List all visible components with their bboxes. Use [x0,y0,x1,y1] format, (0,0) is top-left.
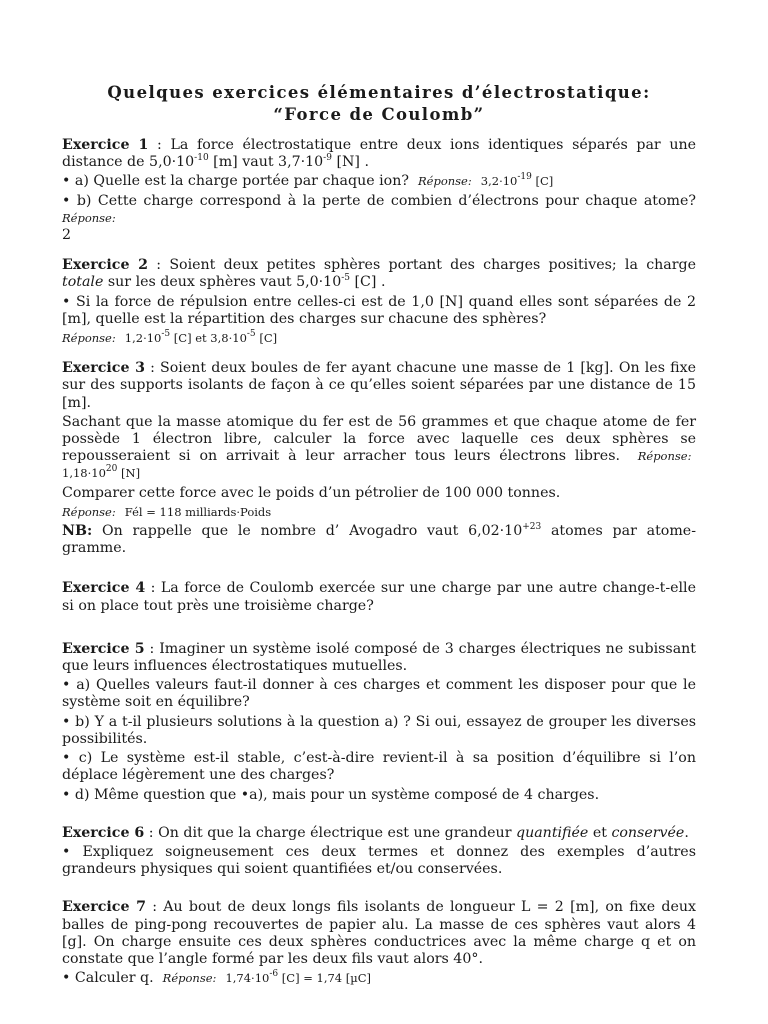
question-text: • a) Quelle est la charge portée par chaque ion? [62,173,409,190]
exercise-3-question [62,414,696,483]
exercise-1-question-b [62,193,696,245]
exercise-2-text: : Soient deux petites sphères portant des charges positives; la charge [148,257,696,274]
exercise-3-intro [62,360,696,412]
title-line-2: “Force de Coulomb” [273,105,485,124]
answer-unit: [N] [117,466,141,481]
note-text: atomes par atome-gramme. [62,523,696,557]
answer-unit: [C] = 1,74 [µC] [278,971,372,986]
exercise-4-body: : La force de Coulomb exercée sur une charge par une autre change-t-elle si on place tout près une troisième charge? [62,580,696,614]
exercise-1-intro [62,137,696,171]
exercise-2-intro [62,257,696,291]
answer-label: Réponse: [162,971,217,986]
answer-label: Réponse: [62,210,116,225]
question-text: • Calculer q. [62,970,154,987]
exercise-6-text: : On dit que la charge électrique est une grandeur [144,824,516,841]
answer-value: Fél = 118 milliards·Poids [124,504,272,519]
exercise-5 [62,641,696,804]
exercise-3-compare-answer [62,504,696,521]
exercise-1-text: : La force électrostatique entre deux ions identiques séparés par une distance de 5,0·10 [62,137,697,171]
exponent: 20 [105,464,118,475]
exercise-1 [62,137,696,244]
exercise-6-label: Exercice 6 [62,824,145,841]
exercise-7-intro [62,899,696,968]
exponent: -19 [517,172,532,183]
exercise-2-label: Exercice 2 [62,257,149,274]
exercise-3 [62,360,696,557]
answer-label: Réponse: [62,504,116,519]
exercise-5-question-a: • a) Quelles valeurs faut-il donner à ces charges et comment les disposer pour que le système soit en équilibre? [62,677,696,711]
spacer [62,628,696,641]
title-line-1: Quelques exercices élémentaires d’électrostatique: [107,83,651,102]
exercise-5-label: Exercice 5 [62,640,145,657]
exercise-6-text: . [684,824,689,841]
answer-value: 2 [62,227,72,244]
exponent: -5 [341,273,351,284]
emphasis-text: quantifiée [516,824,589,841]
emphasis-text: totale [62,274,104,291]
exercise-5-intro [62,641,696,675]
answer-label: Réponse: [418,174,472,189]
exercise-3-compare: Comparer cette force avec le poids d’un pétrolier de 100 000 tonnes. [62,484,561,501]
exercise-6-intro [62,825,696,842]
question-text: • b) Cette charge correspond à la perte de combien d’électrons pour chaque atome? [62,192,696,209]
exercise-7-question [62,970,696,987]
answer-unit: [C] [531,174,554,189]
answer-label: Réponse: [637,449,692,464]
exercise-6 [62,825,696,879]
exponent: -5 [246,329,256,340]
exercise-1-question-a [62,173,696,190]
answer-value: 1,74·10 [225,971,270,986]
exercise-3-note [62,523,696,557]
exercise-3-text: : Soient deux boules de fer ayant chacune une masse de 1 [kg]. On les fixe sur des supports isolants de façon à ce qu’elles soient séparées par une distance de 15 [m]. [62,360,696,411]
document-title [62,82,696,126]
exponent: -6 [269,969,279,980]
answer-value: 1,2·10 [124,331,162,346]
exercise-1-text: [m] vaut 3,7·10 [208,154,324,171]
answer-value: 1,18·10 [62,466,106,481]
exercise-1-label: Exercice 1 [62,137,149,153]
spacer [62,817,696,825]
emphasis-text: conservée [611,824,685,841]
spacer [62,570,696,580]
exercise-2 [62,257,696,347]
spacer [62,891,696,899]
answer-value: [C] et 3,8·10 [170,331,247,346]
answer-unit: [C] [255,331,278,346]
note-label: NB: [62,523,93,540]
exercise-5-question-d: • d) Même question que •a), mais pour un système composé de 4 charges. [62,786,600,803]
exercise-4 [62,580,696,614]
exercise-7-label: Exercice 7 [62,899,147,916]
exponent: -5 [161,329,171,340]
exercise-3-label: Exercice 3 [62,360,145,377]
answer-label: Réponse: [62,331,116,346]
exponent: +23 [522,522,542,533]
exercise-2-text: sur les deux sphères vaut 5,0·10 [103,274,342,291]
exercise-4-label: Exercice 4 [62,580,146,597]
exercise-6-question: • Expliquez soigneusement ces deux termes et donnez des exemples d’autres grandeurs physiques qui soient quantifiées et/ou conservées. [62,843,696,878]
exercise-4-text [62,580,696,614]
question-text: Sachant que la masse atomique du fer est de 56 grammes et que chaque atome de fer possède 1 électron libre, calculer la force avec laquelle ces deux sphères se repousseraient si on arrivait à leur arracher tous leurs électrons libres. [62,413,696,465]
exercise-7 [62,899,696,987]
exercise-2-text: [C] . [350,274,386,291]
exercise-5-question-b: • b) Y a t-il plusieurs solutions à la question a) ? Si oui, essayez de grouper les diverses possibilités. [62,713,696,747]
exponent: -10 [194,153,209,164]
exercise-7-text: : Au bout de deux longs fils isolants de longueur L = 2 [m], on fixe deux balles de ping-pong recouvertes de papier alu. La masse de ces sphères vaut alors 4 [g]. On charge ensuite ces deux sphères conductrices avec la même charge q et on constate que l’angle formé par les deux fils vaut alors 40°. [62,899,696,967]
exercise-5-question-c: • c) Le système est-il stable, c’est-à-dire revient-il à sa position d’équilibre si l’on déplace légèrement une des charges? [62,750,696,784]
note-text: On rappelle que le nombre d’ Avogadro vaut 6,02·10 [92,523,523,540]
answer-value: 3,2·10 [480,174,518,189]
exercise-6-text: et [588,824,612,841]
exercise-1-text: [N] . [331,154,369,171]
exponent: -9 [323,153,332,164]
exercise-5-text: : Imaginer un système isolé composé de 3 charges électriques ne subissant que leurs influences électrostatiques mutuelles. [62,640,696,675]
exercise-2-answer [62,330,696,347]
exercise-2-question: • Si la force de répulsion entre celles-ci est de 1,0 [N] quand elles sont séparées de 2 [m], quelle est la répartition des charges sur chacune des sphères? [62,293,696,327]
